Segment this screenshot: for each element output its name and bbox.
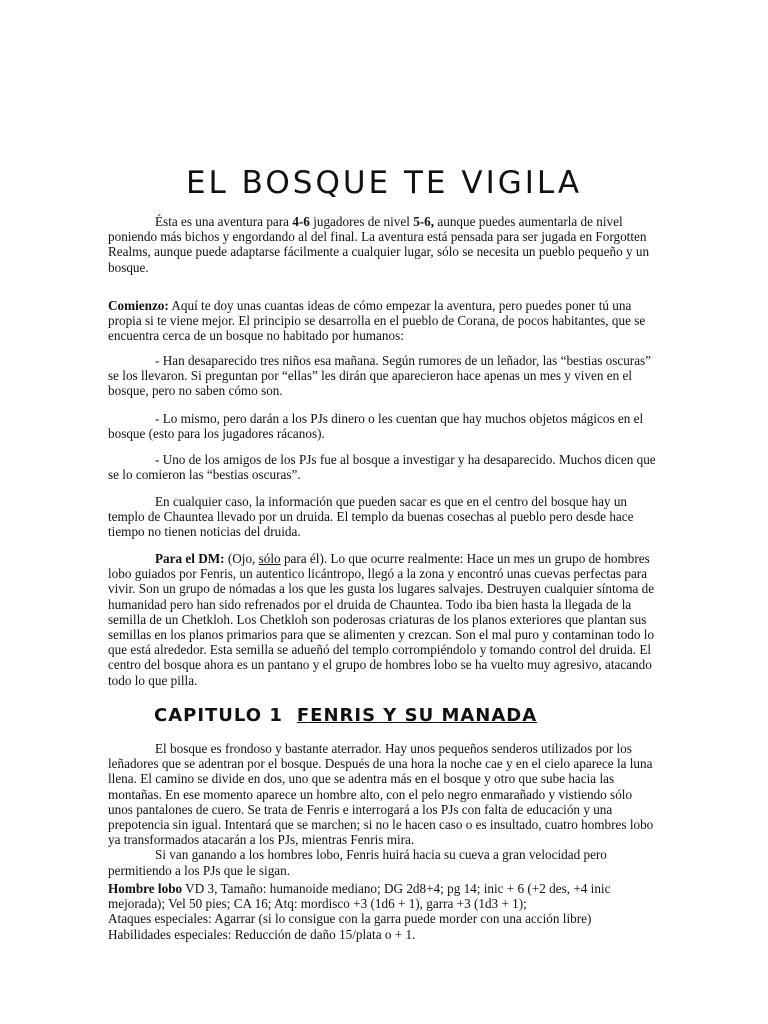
stat-block-abilities: Habilidades especiales: Reducción de daño 15/plata o + 1. xyxy=(108,926,416,942)
chapter-1-text: El bosque es frondoso y bastante aterrador. Hay unos pequeños senderos utilizados por los leñadores que se adentran por el bosque. Después de una hora la noche cae y en el cielo aparece la luna llena. El camino se divide en dos, uno que se adentra más en el bosque y otro que sube hacia las montañas. En ese momento aparece un hombre alto, con el pelo negro enmarañado y vistiendo sólo unos pantalones de cuero. Se trata de Fenris e interrogará a los PJs con falta de educación y una prepotencia sin igual. Intentará que se marchen; si no le hacen caso o es insultado, cuatro hombres lobo ya transformados atacarán a los PJs, mientras Fenris mira. xyxy=(108,741,654,848)
option-3-paragraph xyxy=(108,452,658,482)
stat-block xyxy=(108,881,658,942)
comienzo-label: Comienzo: xyxy=(108,298,169,313)
option-1-paragraph xyxy=(108,353,658,399)
chapter-heading xyxy=(154,704,537,728)
chapter-1-paragraph xyxy=(108,741,658,878)
cualquier-paragraph xyxy=(108,494,658,540)
chapter-name: FENRIS Y SU MANADA xyxy=(296,705,538,726)
chapter-number: CAPITULO 1 xyxy=(154,705,283,726)
dm-underlined: sólo xyxy=(258,551,281,566)
stat-block-line: VD 3, Tamaño: humanoide mediano; DG 2d8+4; pg 14; inic + 6 (+2 des, +4 inic mejorada); Vel 50 pies; CA 16; Atq: mordisco +3 (1d6 + 1), garra +3 (1d3 + 1); xyxy=(108,881,611,912)
dm-label: Para el DM: xyxy=(155,551,225,566)
intro-text: jugadores de nivel xyxy=(309,214,414,229)
option-2-paragraph xyxy=(108,411,658,441)
intro-paragraph xyxy=(108,214,658,275)
dm-text: para él). Lo que ocurre realmente: Hace un mes un grupo de hombres lobo guiados por Fenris, un autentico licántropo, llegó a la zona y encontró unas cuevas perfectas para vivir. Son un grupo de nómadas a los que les gusta los lugares salvajes. Destruyen cualquier síntoma de humanidad pero han sido refrenados por el druida de Chauntea. Todo iba bien hasta la llegada de la semilla de un Chetkloh. Los Chetkloh son poderosas criaturas de los planos exteriores que plantan sus semillas en los planos primarios para que se alimenten y crezcan. Son el mal puro y contaminan todo lo que está alrededor. Esta semilla se adueñó del templo corrompiéndolo y tomando control del druida. El centro del bosque ahora es un pantano y el grupo de hombres lobo se ha vuelto muy agresivo, atacando todo lo que pilla. xyxy=(108,551,655,688)
option-3-text: - Uno de los amigos de los PJs fue al bosque a investigar y ha desaparecido. Muchos dicen que se lo comieron las “bestias oscuras”. xyxy=(108,452,656,483)
intro-text: aunque puedes aumentarla de nivel poniendo más bichos y engordando al del final. La aventura está pensada para ser jugada en Forgotten Realms, aunque puede adaptarse fácilmente a cualquier lugar, sólo se necesita un pueblo pequeño y un bosque. xyxy=(108,214,650,275)
comienzo-text: Aquí te doy unas cuantas ideas de cómo empezar la aventura, pero puedes poner tú una propia si te viene mejor. El principio se desarrolla en el pueblo de Corana, de pocos habitantes, que se encuentra cerca de un bosque no habitado por humanos: xyxy=(108,298,646,344)
level-range: 5-6, xyxy=(413,214,435,229)
dm-paragraph xyxy=(108,551,658,688)
intro-text: Ésta es una aventura para xyxy=(155,214,293,229)
cualquier-text: En cualquier caso, la información que pueden sacar es que en el centro del bosque hay un templo de Chauntea llevado por un druida. El templo da buenas cosechas al pueblo pero desde hace tiempo no tienen noticias del druida. xyxy=(108,494,634,540)
option-2-text: - Lo mismo, pero darán a los PJs dinero o les cuentan que hay muchos objetos mágicos en el bosque (esto para los jugadores rácanos). xyxy=(108,411,644,442)
dm-text: (Ojo, xyxy=(224,551,259,566)
comienzo-paragraph xyxy=(108,298,658,344)
page-title: EL BOSQUE TE VIGILA xyxy=(185,164,583,201)
stat-block-attacks: Ataques especiales: Agarrar (si lo consigue con la garra puede morder con una acción libre) xyxy=(108,911,592,927)
players-count: 4-6 xyxy=(292,214,310,229)
chapter-1-text-2: Si van ganando a los hombres lobo, Fenris huirá hacia su cueva a gran velocidad pero permitiendo a los PJs que le sigan. xyxy=(108,847,607,878)
stat-block-name: Hombre lobo xyxy=(108,881,183,896)
option-1-text: - Han desaparecido tres niños esa mañana. Según rumores de un leñador, las “bestias oscuras” se los llevaron. Si preguntan por “ellas” les dirán que aparecieron hace apenas un mes y viven en el bosque, pero no saben cómo son. xyxy=(108,353,652,399)
